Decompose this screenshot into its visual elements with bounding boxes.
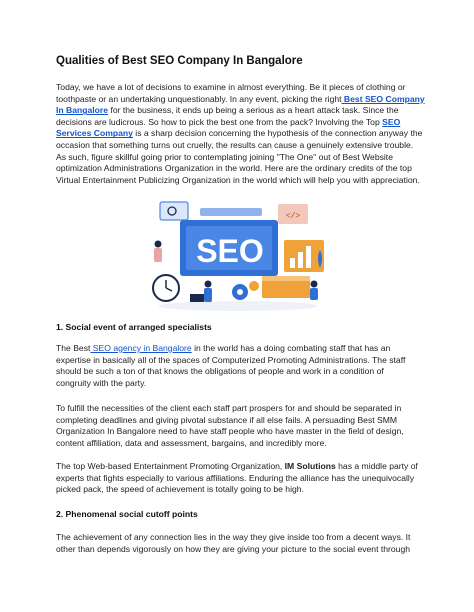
section-1-paragraph-2 (56, 403, 428, 449)
intro-line: optimization Administrations Organization in the world. Here are the ordinary credits of the top (56, 163, 412, 174)
section-2-paragraph-1 (56, 532, 428, 555)
laptop-icon (190, 294, 204, 302)
in-bangalore-link[interactable]: In Bangalore (56, 105, 109, 116)
company-name: IM Solutions (284, 461, 336, 471)
person-head (155, 241, 162, 248)
section-1-paragraph-1 (56, 343, 428, 389)
intro-line (56, 117, 428, 129)
intro-text: is a sharp decision concerning the hypothesis of the connection anyway the (132, 128, 423, 139)
paragraph-line: picked pack, the speed of achievement is totally going to be high. (56, 484, 304, 495)
paragraph-line: The achievement of any connection lies in the way they give inside too from a decent ways. It (56, 532, 411, 542)
person-head (205, 281, 212, 288)
desk-box (262, 280, 310, 298)
paragraph-line: Organization In Bangalore need to have staff people who have master in the field of design, (56, 426, 404, 437)
chart-bar (306, 246, 311, 268)
section-1-paragraph-3 (56, 461, 428, 496)
paragraph-line: To fulfill the necessities of the client each staff part prospers for and should be separated in (56, 403, 402, 413)
intro-line: Today, we have a lot of decisions to examine in almost everything. Be it pieces of clothing or (56, 82, 406, 92)
paragraph-line: content affiliation, data and assessment, bargains, and incredibly more. (56, 437, 327, 448)
paragraph-text: has a middle party of (335, 461, 418, 471)
page-title: Qualities of Best SEO Company In Bangalore (56, 55, 303, 67)
paragraph-text: The top Web-based Entertainment Promoting Organization, (56, 461, 285, 471)
intro-text: decisions are ludicrous. So how to pick the best one from the pack? Involving the Top (56, 116, 383, 127)
person-body (204, 288, 212, 302)
paragraph-line: expertise in basically all of the spaces of Computerized Promoting Administrations. The staff (56, 354, 406, 365)
intro-line: Virtual Entertainment Publicizing Organization in the world which will help you with appreciation. (56, 174, 420, 185)
person-body (310, 288, 318, 300)
paragraph-line (56, 461, 428, 473)
browser-window (160, 202, 188, 220)
ground-shadow (158, 301, 318, 311)
code-icon: </> (285, 212, 301, 221)
best-seo-company-link[interactable]: Best SEO Company (341, 93, 425, 104)
intro-line (56, 94, 428, 106)
gear-hole (237, 289, 243, 295)
paragraph-line: completing deadlines and giving pivotal substance if all else fails. A persuading Best SMM (56, 414, 398, 425)
paragraph-text: in the world has a doing combating staff that has an (191, 343, 391, 353)
paragraph-line: other than depends vigorously on how they are giving your picture to the social event through (56, 543, 410, 554)
paragraph-line: experts that fights especially to various affiliations. Enduring the alliance has the unequivocally (56, 472, 415, 483)
section-2-heading: 2. Phenomenal social cutoff points (56, 509, 198, 519)
desk-top (262, 276, 310, 281)
paragraph-line: congruity with the party. (56, 377, 147, 388)
intro-paragraph (56, 82, 428, 186)
intro-line (56, 128, 428, 140)
intro-text: for the business, it ends up being a serious as a heart attack task. Since the (108, 105, 399, 116)
person-body (154, 248, 162, 262)
intro-line (56, 105, 428, 117)
intro-line: As such, figure skillful going prior to contemplating joining "The One" out of Best Website (56, 151, 393, 162)
seo-agency-link[interactable]: SEO agency in Bangalore (90, 343, 192, 353)
paragraph-line (56, 343, 428, 355)
person-head (311, 281, 318, 288)
seo-letters: SEO (196, 233, 264, 269)
intro-line: occasion that something turns out cruelly, the results can cause a genuinely extensive trouble. (56, 139, 414, 150)
paragraph-text: The Best (56, 343, 91, 353)
gear-icon (249, 281, 259, 291)
top-panel (200, 208, 262, 216)
paragraph-line: should be such a ton of that knows the obligations of people and work in a condition of (56, 366, 384, 377)
seo-link[interactable]: SEO (382, 116, 401, 127)
chart-bar (290, 258, 295, 268)
services-company-link[interactable]: Services Company (56, 128, 133, 139)
section-1-heading: 1. Social event of arranged specialists (56, 322, 212, 332)
intro-text: toothpaste or an undertaking unquestionably. In any event, picking the right (56, 93, 342, 104)
seo-illustration (144, 196, 332, 314)
chart-bar (298, 252, 303, 268)
